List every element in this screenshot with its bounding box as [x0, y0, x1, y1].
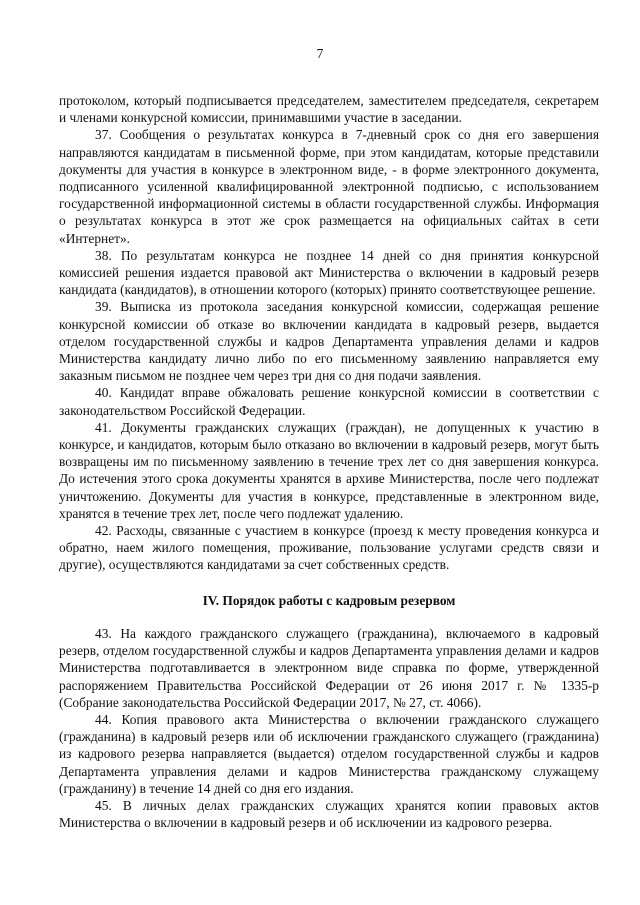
paragraph-43: 43. На каждого гражданского служащего (гражданина), включаемого в кадровый резерв, отделом государственной службы и кадров Департамента управления делами и кадров Министерства подготавливается в электронном виде справка по форме, утвержденной распоряжением Правительства Российской Федерации от 26 июня 2017 г. № 1335-р (Собрание законодательства Российской Федерации 2017, № 27, ст. 4066). [59, 625, 599, 710]
paragraph-37: 37. Сообщения о результатах конкурса в 7-дневный срок со дня его завершения направляются кандидатам в письменной форме, при этом кандидатам, которые представили документы для участия в конкурсе в электронном виде, - в форме электронного документа, подписанного усиленной квалифицированной электронной подписью, с использованием государственной информационной системы в области государственной службы. Информация о результатах конкурса в этот же срок размещается на официальных сайтах в сети «Интернет». [59, 127, 599, 246]
document-body [59, 92, 599, 831]
paragraph-38: 38. По результатам конкурса не позднее 14 дней со дня принятия конкурсной комиссией решения издается правовой акт Министерства о включении в кадровый резерв кандидата (кандидатов), в отношении которого (которых) принято соответствующее решение. [59, 247, 599, 298]
page-number: 7 [316, 46, 324, 61]
paragraph-42: 42. Расходы, связанные с участием в конкурсе (проезд к месту проведения конкурса и обратно, наем жилого помещения, проживание, пользование услугами средств связи и другие), осуществляются кандидатами за счет собственных средств. [59, 523, 599, 573]
paragraph-44: 44. Копия правового акта Министерства о включении гражданского служащего (гражданина) в кадровый резерв или об исключении гражданского служащего (гражданина) из кадрового резерва направляется (выдается) отделом государственной службы и кадров Департамента управления делами и кадров Министерства гражданскому служащему (гражданину) в течение 14 дней со дня его издания. [59, 711, 599, 796]
paragraph-continuation: протоколом, который подписывается председателем, заместителем председателя, секретарем и членами конкурсной комиссии, принимавшими участие в заседании. [59, 93, 599, 126]
section-heading: IV. Порядок работы с кадровым резервом [202, 592, 456, 608]
paragraph-40: 40. Кандидат вправе обжаловать решение конкурсной комиссии в соответствии с законодательством Российской Федерации. [59, 385, 599, 418]
paragraph-45: 45. В личных делах гражданских служащих хранятся копии правовых актов Министерства о включении в кадровый резерв и об исключении из кадрового резерва. [59, 797, 599, 831]
paragraph-39: 39. Выписка из протокола заседания конкурсной комиссии, содержащая решение конкурсной комиссии об отказе во включении кандидата в кадровый резерв, выдается отделом государственной службы и кадров Департамента управления делами и кадров Министерства кандидату лично либо по его письменному заявлению направляется ему заказным письмом не позднее чем через три дня со дня подачи заявления. [59, 299, 599, 384]
paragraph-41: 41. Документы гражданских служащих (граждан), не допущенных к участию в конкурсе, и кандидатов, которым было отказано во включении в кадровый резерв, могут быть возвращены им по письменному заявлению в течение трех лет со дня завершения конкурса. До истечения этого срока документы хранятся в архиве Министерства, после чего подлежат уничтожению. Документы для участия в конкурсе, представленные в электронном виде, хранятся в течение трех лет, после чего подлежат удалению. [59, 419, 599, 521]
